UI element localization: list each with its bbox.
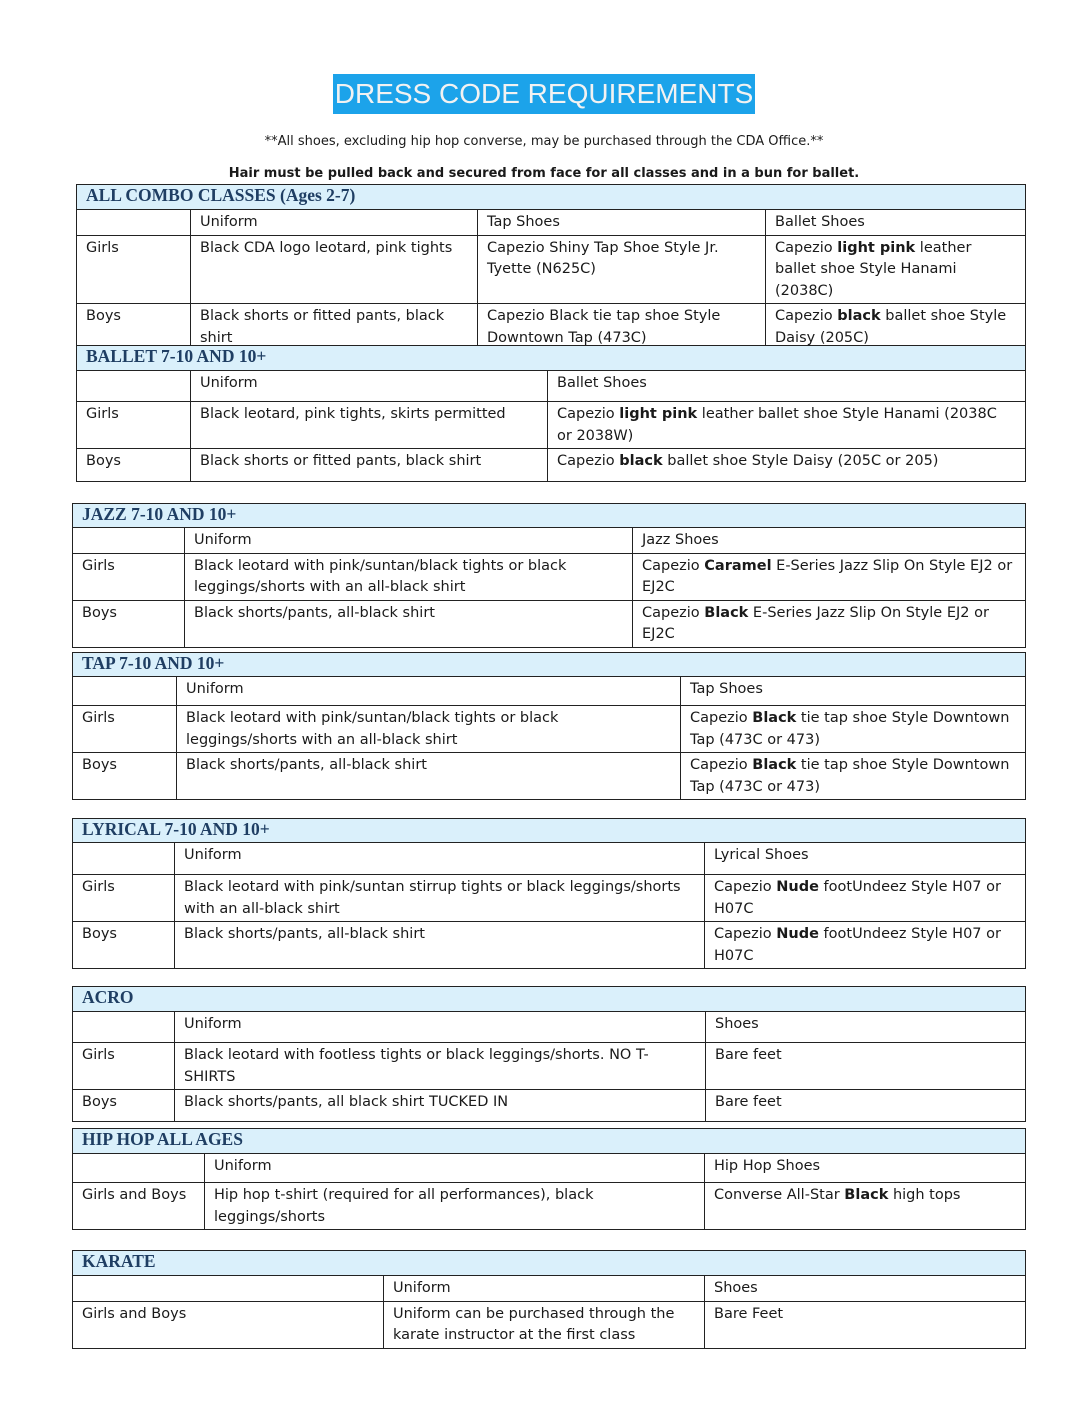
table-cell: Bare feet [706, 1043, 1026, 1090]
column-header-row [77, 371, 1026, 402]
cell-text: Capezio [714, 879, 777, 895]
cell-text: Capezio [690, 710, 753, 726]
table-cell [766, 304, 1026, 351]
cell-text: Capezio [642, 557, 705, 574]
column-header-row [73, 1276, 1026, 1302]
cell-text: Capezio [775, 239, 838, 256]
table-cell: Uniform can be purchased through the karate instructor at the first class [384, 1301, 705, 1348]
column-header: Uniform [175, 843, 705, 875]
page-title: DRESS CODE REQUIREMENTS [333, 74, 756, 114]
section-title: LYRICAL 7-10 AND 10+ [73, 819, 1026, 843]
cell-emphasis: black [837, 308, 881, 324]
column-header-blank [73, 1276, 384, 1302]
column-header-blank [73, 528, 185, 554]
cell-text: tie tap shoe Style Downtown Tap (473C or 473) [690, 757, 1010, 795]
row-label: Girls [77, 235, 191, 304]
cell-text: leather ballet shoe Style Hanami (2038C) [775, 239, 972, 299]
cell-emphasis: Black [704, 604, 749, 621]
cell-text: high tops [888, 1187, 961, 1203]
row-label: Girls [73, 553, 185, 600]
column-header-row [73, 528, 1026, 554]
cell-text: ballet shoe Style Daisy (205C) [775, 308, 1007, 346]
column-header: Tap Shoes [478, 210, 766, 236]
cell-text: Capezio [690, 757, 753, 773]
cell-text: Capezio [557, 406, 620, 422]
row-label: Boys [73, 753, 177, 800]
row-label: Girls and Boys [73, 1301, 384, 1348]
column-header: Uniform [205, 1154, 705, 1183]
table-cell: Black shorts/pants, all-black shirt [185, 600, 633, 647]
shoe-purchase-note: **All shoes, excluding hip hop converse, may be purchased through the CDA Office.** [264, 134, 824, 149]
section-acro [72, 986, 1026, 1122]
column-header-blank [73, 1012, 175, 1043]
table-cell [705, 875, 1026, 922]
cell-text: Capezio [775, 308, 838, 324]
row-label: Girls [73, 1043, 175, 1090]
section-lyrical [72, 818, 1026, 969]
table-cell: Black leotard with pink/suntan/black tights or black leggings/shorts with an all-black shirt [177, 706, 681, 753]
table-row [73, 1043, 1026, 1090]
column-header: Uniform [191, 371, 548, 402]
table-cell: Bare Feet [705, 1301, 1026, 1348]
row-label: Boys [73, 600, 185, 647]
section-title: KARATE [73, 1251, 1026, 1276]
table-cell: Black CDA logo leotard, pink tights [191, 235, 478, 304]
table-cell: Capezio Shiny Tap Shoe Style Jr. Tyette (N625C) [478, 235, 766, 304]
column-header: Hip Hop Shoes [705, 1154, 1026, 1183]
row-label: Boys [77, 304, 191, 351]
section-jazz [72, 503, 1026, 648]
column-header-row [77, 210, 1026, 236]
column-header: Uniform [191, 210, 478, 236]
cell-text: tie tap shoe Style Downtown Tap (473C or 473) [690, 710, 1010, 748]
cell-text: E-Series Jazz Slip On Style EJ2 or EJ2C [642, 604, 989, 642]
cell-text: Capezio [557, 453, 620, 469]
cell-emphasis: light pink [837, 239, 916, 256]
table-row [73, 1183, 1026, 1230]
row-label: Boys [73, 922, 175, 969]
cell-emphasis: Black [844, 1187, 889, 1203]
row-label: Girls [73, 875, 175, 922]
column-header: Ballet Shoes [766, 210, 1026, 236]
cell-text: Converse All-Star [714, 1187, 845, 1203]
column-header: Tap Shoes [681, 677, 1026, 706]
table-row [77, 235, 1026, 304]
title-wrap [0, 74, 1088, 114]
table-cell: Black leotard with footless tights or black leggings/shorts. NO T-SHIRTS [175, 1043, 706, 1090]
column-header: Shoes [705, 1276, 1026, 1302]
cell-text: footUndeez Style H07 or H07C [714, 926, 1001, 964]
table-row [73, 922, 1026, 969]
table-row [73, 553, 1026, 600]
section-ballet [76, 345, 1026, 482]
section-title: ALL COMBO CLASSES (Ages 2-7) [77, 185, 1026, 210]
cell-emphasis: Caramel [704, 557, 772, 574]
cell-text: Capezio [714, 926, 777, 942]
section-hip-hop [72, 1128, 1026, 1230]
table-cell: Black leotard with pink/suntan stirrup tights or black leggings/shorts with an all-black shirt [175, 875, 705, 922]
section-title: TAP 7-10 AND 10+ [73, 653, 1026, 677]
column-header: Uniform [185, 528, 633, 554]
table-cell: Hip hop t-shirt (required for all performances), black leggings/shorts [205, 1183, 705, 1230]
column-header-row [73, 1012, 1026, 1043]
table-cell: Black leotard with pink/suntan/black tights or black leggings/shorts with an all-black shirt [185, 553, 633, 600]
table-row [73, 706, 1026, 753]
column-header-blank [77, 210, 191, 236]
cell-emphasis: Nude [776, 926, 819, 942]
section-title: ACRO [73, 987, 1026, 1012]
table-row [77, 304, 1026, 351]
row-label: Girls and Boys [73, 1183, 205, 1230]
row-label: Boys [73, 1090, 175, 1122]
cell-text: leather ballet shoe Style Hanami (2038C or 2038W) [557, 406, 997, 444]
table-cell [681, 706, 1026, 753]
table-cell [633, 600, 1026, 647]
column-header-blank [73, 677, 177, 706]
table-cell: Black shorts or fitted pants, black shirt [191, 304, 478, 351]
table-cell: Capezio Black tie tap shoe Style Downtown Tap (473C) [478, 304, 766, 351]
table-cell: Black leotard, pink tights, skirts permitted [191, 402, 548, 449]
table-row [77, 449, 1026, 482]
column-header: Uniform [177, 677, 681, 706]
table-cell: Bare feet [706, 1090, 1026, 1122]
row-label: Girls [77, 402, 191, 449]
table-row [73, 1301, 1026, 1348]
column-header-blank [73, 843, 175, 875]
cell-text: ballet shoe Style Daisy (205C or 205) [662, 453, 939, 469]
section-all-combo [76, 184, 1026, 351]
row-label: Girls [73, 706, 177, 753]
cell-emphasis: light pink [619, 406, 698, 422]
cell-text: footUndeez Style H07 or H07C [714, 879, 1001, 917]
row-label: Boys [77, 449, 191, 482]
section-title: HIP HOP ALL AGES [73, 1129, 1026, 1154]
table-cell [705, 1183, 1026, 1230]
column-header-row [73, 1154, 1026, 1183]
table-row [77, 402, 1026, 449]
table-row [73, 1090, 1026, 1122]
column-header-row [73, 677, 1026, 706]
cell-emphasis: Nude [776, 879, 819, 895]
table-cell: Black shorts/pants, all-black shirt [177, 753, 681, 800]
table-cell [681, 753, 1026, 800]
section-title: BALLET 7-10 AND 10+ [77, 346, 1026, 371]
section-karate [72, 1250, 1026, 1349]
table-row [73, 753, 1026, 800]
table-cell: Black shorts or fitted pants, black shirt [191, 449, 548, 482]
section-tap [72, 652, 1026, 800]
column-header: Uniform [175, 1012, 706, 1043]
column-header: Jazz Shoes [633, 528, 1026, 554]
column-header: Ballet Shoes [548, 371, 1026, 402]
table-cell: Black shorts/pants, all-black shirt [175, 922, 705, 969]
table-cell [548, 449, 1026, 482]
column-header: Uniform [384, 1276, 705, 1302]
cell-emphasis: Black [752, 710, 797, 726]
table-cell [548, 402, 1026, 449]
hair-requirement-note: Hair must be pulled back and secured from face for all classes and in a bun for ballet. [228, 166, 860, 181]
column-header-blank [77, 371, 191, 402]
cell-emphasis: Black [752, 757, 797, 773]
cell-text: E-Series Jazz Slip On Style EJ2 or EJ2C [642, 557, 1013, 595]
column-header-row [73, 843, 1026, 875]
cell-text: Capezio [642, 604, 705, 621]
column-header-blank [73, 1154, 205, 1183]
table-cell: Black shorts/pants, all black shirt TUCKED IN [175, 1090, 706, 1122]
section-title: JAZZ 7-10 AND 10+ [73, 504, 1026, 528]
table-row [73, 875, 1026, 922]
cell-emphasis: black [619, 453, 663, 469]
column-header: Lyrical Shoes [705, 843, 1026, 875]
column-header: Shoes [706, 1012, 1026, 1043]
table-row [73, 600, 1026, 647]
table-cell [633, 553, 1026, 600]
table-cell [705, 922, 1026, 969]
table-cell [766, 235, 1026, 304]
